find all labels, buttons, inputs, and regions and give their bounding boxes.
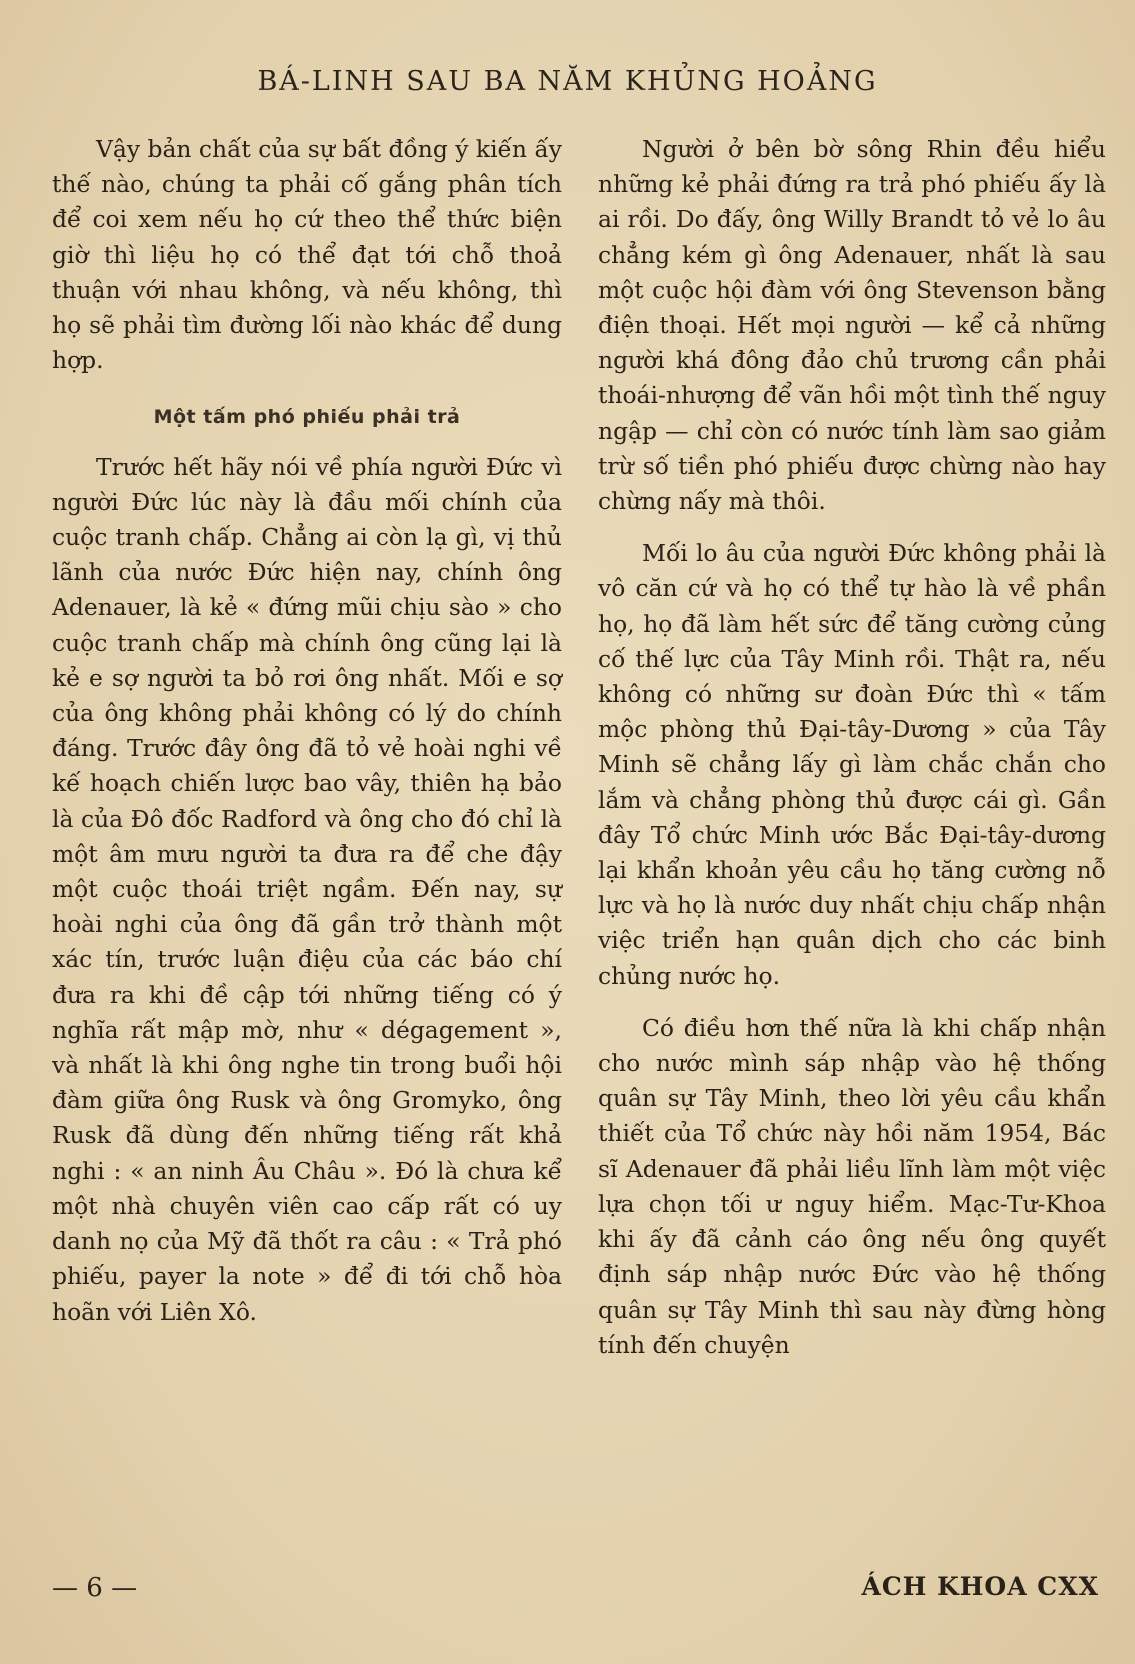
page-number: — 6 — <box>52 1573 138 1603</box>
paragraph: Vậy bản chất của sự bất đồng ý kiến ấy thế nào, chúng ta phải cố gắng phân tích để coi xem nếu họ cứ theo thể thức biện giờ thì liệu họ có thể đạt tới chỗ thoả thuận với nhau không, và nếu không, thì họ sẽ phải tìm đường lối nào khác để dung hợp. <box>52 135 562 375</box>
right-column <box>598 132 1106 1363</box>
paragraph: Người ở bên bờ sông Rhin đều hiểu những kẻ phải đứng ra trả phó phiếu ấy là ai rồi. Do đấy, ông Willy Brandt tỏ vẻ lo âu chẳng kém gì ông Adenauer, nhất là sau một cuộc hội đàm với ông Stevenson bằng điện thoại. Hết mọi người — kể cả những người khá đông đảo chủ trương cần phải thoái-nhượng để vãn hồi một tình thế nguy ngập — chỉ còn có nước tính làm sao giảm trừ số tiền phó phiếu được chừng nào hay chừng nấy mà thôi. <box>598 135 1106 516</box>
running-title: BÁ-LINH SAU BA NĂM KHỦNG HOẢNG <box>257 66 878 97</box>
paragraph: Có điều hơn thế nữa là khi chấp nhận cho nước mình sáp nhập vào hệ thống quân sự Tây Minh, theo lời yêu cầu khẩn thiết của Tổ chức này hồi năm 1954, Bác sĩ Adenauer đã phải liều lĩnh làm một việc lựa chọn tối ư nguy hiểm. Mạc-Tư-Khoa khi ấy đã cảnh cáo ông nếu ông quyết định sáp nhập nước Đức vào hệ thống quân sự Tây Minh thì sau này đừng hòng tính đến chuyện <box>598 1013 1106 1359</box>
paragraph: Mối lo âu của người Đức không phải là vô căn cứ và họ có thể tự hào là về phần họ, họ đã làm hết sức để tăng cường củng cố thế lực của Tây Minh rồi. Thật ra, nếu không có những sư đoàn Đức thì « tấm mộc phòng thủ Đại-tây-Dương » của Tây Minh sẽ chẳng lấy gì làm chắc chắn cho lắm và chẳng phòng thủ được cái gì. Gần đây Tổ chức Minh ước Bắc Đại-tây-dương lại khẩn khoản yêu cầu họ tăng cường nỗ lực và họ là nước duy nhất chịu chấp nhận việc triển hạn quân dịch cho các binh chủng nước họ. <box>598 539 1106 990</box>
section-subheading: Một tấm phó phiếu phải trả <box>153 406 461 429</box>
left-column <box>52 132 562 1330</box>
paragraph: Trước hết hãy nói về phía người Đức vì người Đức lúc này là đầu mối chính của cuộc tranh chấp. Chẳng ai còn lạ gì, vị thủ lãnh của nước Đức hiện nay, chính ông Adenauer, là kẻ « đứng mũi chịu sào » cho cuộc tranh chấp mà chính ông cũng lại là kẻ e sợ người ta bỏ rơi ông nhất. Mối e sợ của ông không phải không có lý do chính đáng. Trước đây ông đã tỏ vẻ hoài nghi về kế hoạch chiến lược bao vây, thiên hạ bảo là của Đô đốc Radford và ông cho đó chỉ là một âm mưu người ta đưa ra để che đậy một cuộc thoái triệt ngầm. Đến nay, sự hoài nghi của ông đã gần trở thành một xác tín, trước luận điệu của các báo chí đưa ra khi đề cập tới những tiếng có ý nghĩa rất mập mờ, như « dégagement », và nhất là khi ông nghe tin trong buổi hội đàm giữa ông Rusk và ông Gromyko, ông Rusk đã dùng đến những tiếng rất khả nghi : « an ninh Âu Châu ». Đó là chưa kể một nhà chuyên viên cao cấp rất có uy danh nọ của Mỹ đã thốt ra câu : « Trả phó phiếu, payer la note » để đi tới chỗ hòa hoãn với Liên Xô. <box>52 452 562 1326</box>
magazine-name: ÁCH KHOA CXX <box>861 1572 1099 1601</box>
